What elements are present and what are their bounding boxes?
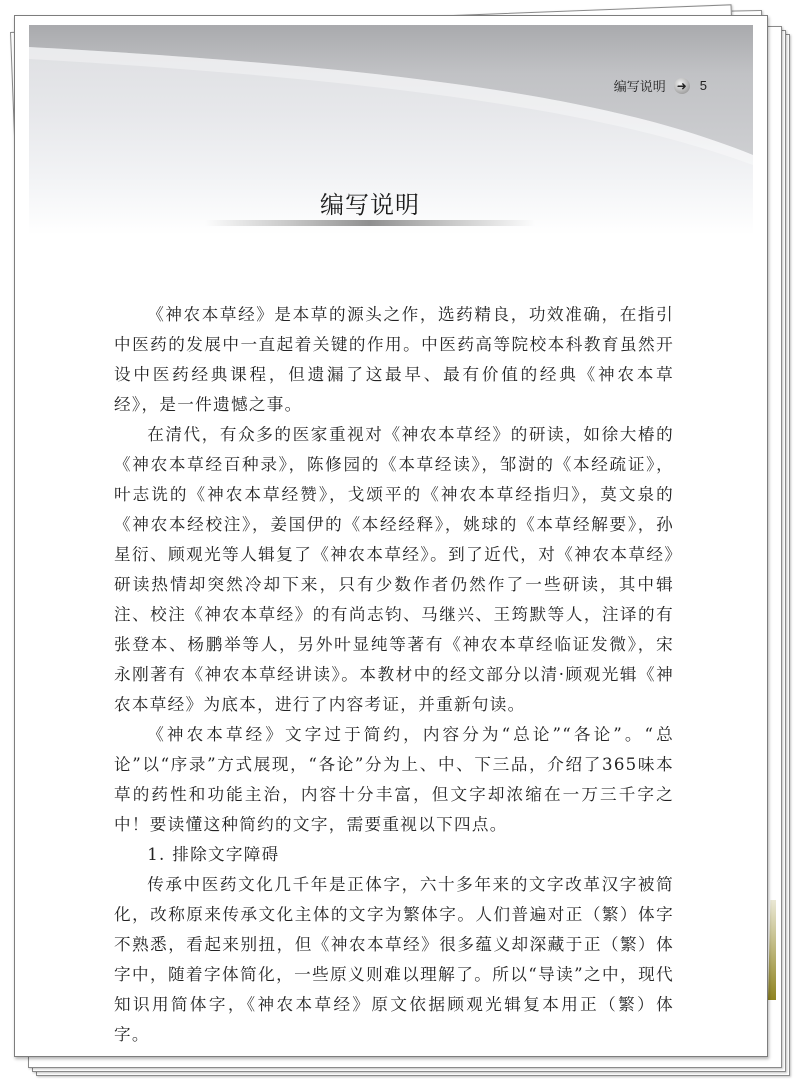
banner-dark-band (29, 25, 753, 165)
section-heading: 1. 排除文字障碍 (147, 845, 280, 864)
chapter-title-block (205, 188, 535, 228)
paragraph-overview: 《神农本草经》文字过于简约，内容分为“总论”“各论”。“总论”以“序录”方式展现，“各论”分为上、中、下三品，介绍了365味本草的药性和功能主治，内容十分丰富，但文字却浓缩在一万三千字之中！要读懂这种简约的文字，需要重视以下四点。 (114, 725, 674, 834)
chapter-title: 编写说明 (320, 191, 420, 219)
running-head-section: 编写说明 (613, 80, 666, 95)
page-number: 5 (699, 78, 707, 93)
arrow-right-icon: ➜ (674, 78, 690, 94)
paragraph-qing-dynasty: 在清代，有众多的医家重视对《神农本草经》的研读，如徐大椿的《神农本草经百种录》，陈修园的《本草经读》，邹澍的《本经疏证》，叶志诜的《神农本草经赞》，戈颂平的《神农本草经指归》，莫文泉的《神农本经校注》，姜国伊的《本经经释》，姚球的《本草经解要》，孙星衍、顾观光等人辑复了《神农本草经》。到了近代，对《神农本草经》研读热情却突然冷却下来，只有少数作者仍然作了一些研读，其中辑注、校注《神农本草经》的有尚志钧、马继兴、王筠默等人，注译的有张登本、杨鹏举等人，另外叶显纯等著有《神农本草经临证发微》，宋永刚著有《神农本草经讲读》。本教材中的经文部分以清·顾观光辑《神农本草经》为底本，进行了内容考证，并重新句读。 (114, 425, 674, 714)
paragraph-intro: 《神农本草经》是本草的源头之作，选药精良，功效准确，在指引中医药的发展中一直起着关键的作用。中医药高等院校本科教育虽然开设中医药经典课程，但遗漏了这最早、最有价值的经典《神农本草经》，是一件遗憾之事。 (114, 305, 674, 414)
running-head (614, 76, 707, 95)
body-text (114, 300, 674, 1050)
paragraph-section-1: 传承中医药文化几千年是正体字，六十多年来的文字改革汉字被简化，改称原来传承文化主体的文字为繁体字。人们普遍对正（繁）体字不熟悉，看起来别扭，但《神农本草经》很多蕴义却深藏于正（繁）体字中，随着字体简化，一些原义则难以理解了。所以“导读”之中，现代知识用简体字，《神农本草经》原文依据顾观光辑复本用正（繁）体字。 (114, 875, 674, 1044)
